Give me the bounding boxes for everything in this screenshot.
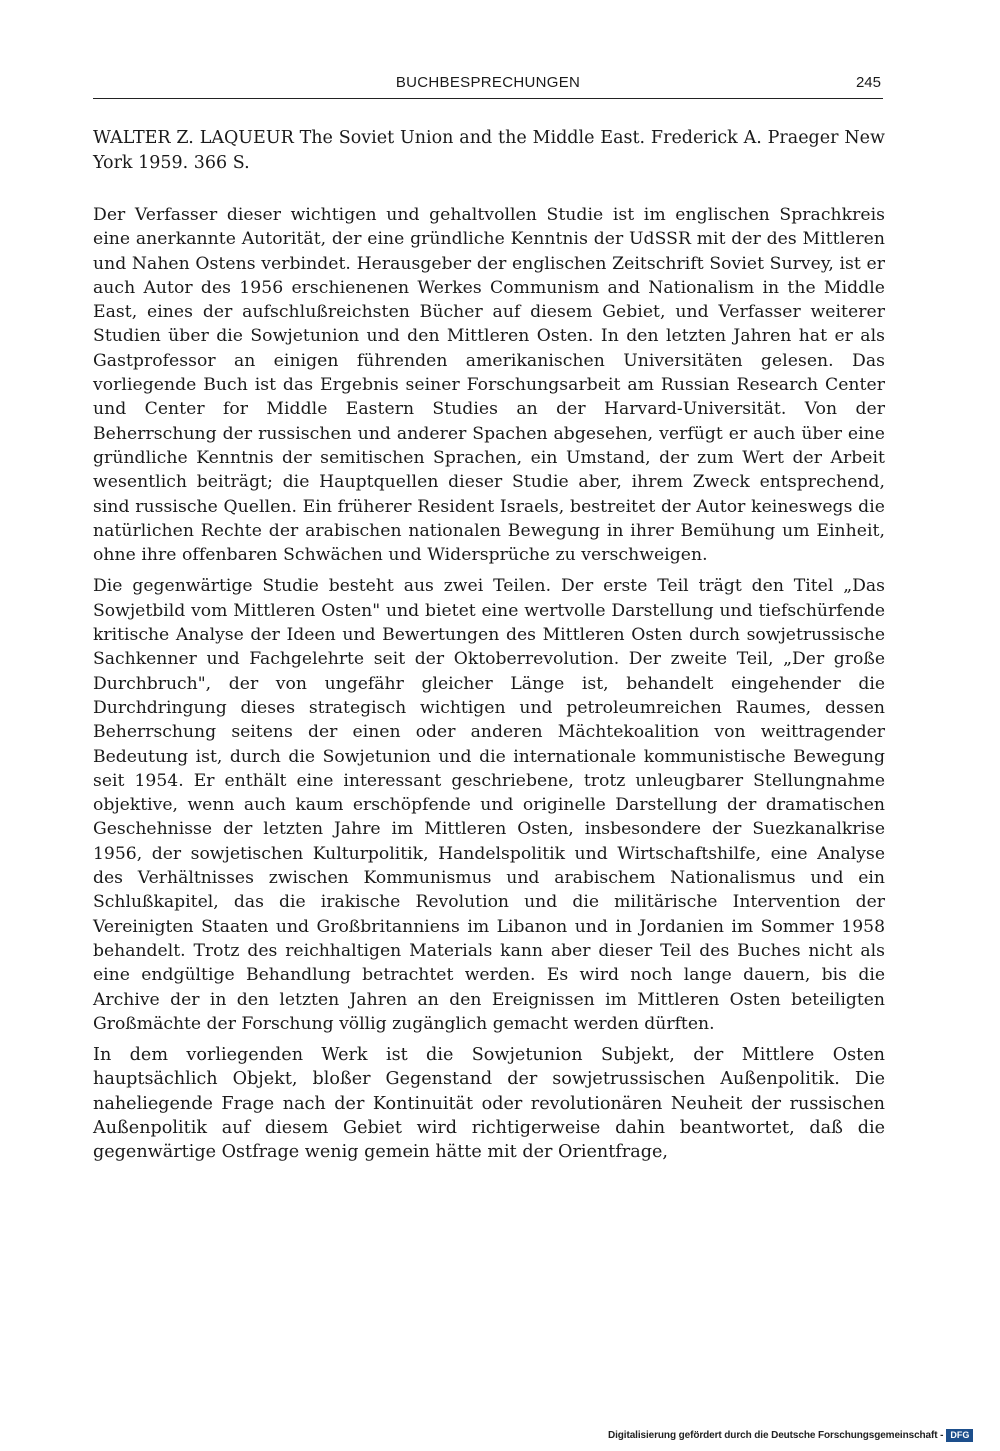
paragraph-2: Die gegenwärtige Studie besteht aus zwei Teilen. Der erste Teil trägt den Titel „Das Sowjetbild vom Mittleren Osten" und bietet eine wertvolle Darstellung und tiefschürfende kritische Analyse der Ideen und Bewertungen des Mittleren Osten durch sowjetrussische Sachkenner und Fachgelehrte seit der Oktoberrevolution. Der zweite Teil, „Der große Durchbruch", der von ungefähr gleicher Länge ist, behandelt eingehender die Durchdringung dieses strategisch wichtigen und petroleumreichen Raumes, dessen Beherrschung seitens der einen oder anderen Mächtekoalition von weittragender Bedeutung ist, durch die Sowjetunion und die internationale kommunistische Bewegung seit 1954. Er enthält eine interessant geschriebene, trotz unleugbarer Stellungnahme objektive, wenn auch kaum erschöpfende und originelle Darstellung der dramatischen Geschehnisse der letzten Jahre im Mittleren Osten, insbesondere der Suezkanalkrise 1956, der sowjetischen Kulturpolitik, Handelspolitik und Wirtschaftshilfe, eine Analyse des Verhältnisses zwischen Kommunismus und arabischem Nationalismus und ein Schlußkapitel, das die irakische Revolution und die militärische Intervention der Vereinigten Staaten und Großbritanniens im Libanon und in Jordanien im Sommer 1958 behandelt. Trotz des reichhaltigen Materials kann aber dieser Teil des Buches nicht als eine endgültige Behandlung betrachtet werden. Es wird noch lange dauern, bis die Archive der in den letzten Jahren an den Ereignissen im Mittleren Osten beteiligten Großmächte der Forschung völlig zugänglich gemacht werden dürften. — [93, 576, 885, 1034]
review-body — [93, 203, 885, 1172]
section-title: BUCHBESPRECHUNGEN — [395, 74, 581, 91]
footer-credit: Digitalisierung gefördert durch die Deutsche Forschungsgemeinschaft - — [608, 1429, 944, 1441]
digitization-footer — [608, 1426, 973, 1444]
page-number: 245 — [855, 74, 881, 91]
book-citation: WALTER Z. LAQUEUR The Soviet Union and the Middle East. Frederick A. Praeger New York 1959. 366 S. — [93, 128, 885, 173]
running-header — [93, 72, 883, 99]
paragraph-1: Der Verfasser dieser wichtigen und gehaltvollen Studie ist im englischen Sprachkreis eine anerkannte Autorität, der eine gründliche Kenntnis der UdSSR mit der des Mittleren und Nahen Ostens verbindet. Herausgeber der englischen Zeitschrift Soviet Survey, ist er auch Autor des 1956 erschienenen Werkes Communism and Nationalism in the Middle East, eines der aufschlußreichsten Bücher auf diesem Gebiet, und Verfasser weiterer Studien über die Sowjetunion und den Mittleren Osten. In den letzten Jahren hat er als Gastprofessor an einigen führenden amerikanischen Universitäten gelesen. Das vorliegende Buch ist das Ergebnis seiner Forschungsarbeit am Russian Research Center und Center for Middle Eastern Studies an der Harvard-Universität. Von der Beherrschung der russischen und anderer Spachen abgesehen, verfügt er auch über eine gründliche Kenntnis der semitischen Sprachen, ein Umstand, der zum Wert der Arbeit wesentlich beiträgt; die Hauptquellen dieser Studie aber, ihrem Zweck entsprechend, sind russische Quellen. Ein früherer Resident Israels, bestreitet der Autor keineswegs die natürlichen Rechte der arabischen nationalen Bewegung in ihrer Bemühung um Einheit, ohne ihre offenbaren Schwächen und Widersprüche zu verschweigen. — [93, 205, 885, 566]
dfg-logo-icon: DFG — [946, 1429, 973, 1442]
paragraph-3: In dem vorliegenden Werk ist die Sowjetunion Subjekt, der Mittlere Osten hauptsächlich Objekt, bloßer Gegenstand der sowjetrussischen Außenpolitik. Die naheliegende Frage nach der Kontinuität oder revolutionären Neuheit der russischen Außenpolitik auf diesem Gebiet wird richtigerweise dahin beantwortet, daß die gegenwärtige Ostfrage wenig gemein hätte mit der Orientfrage, — [93, 1045, 885, 1163]
